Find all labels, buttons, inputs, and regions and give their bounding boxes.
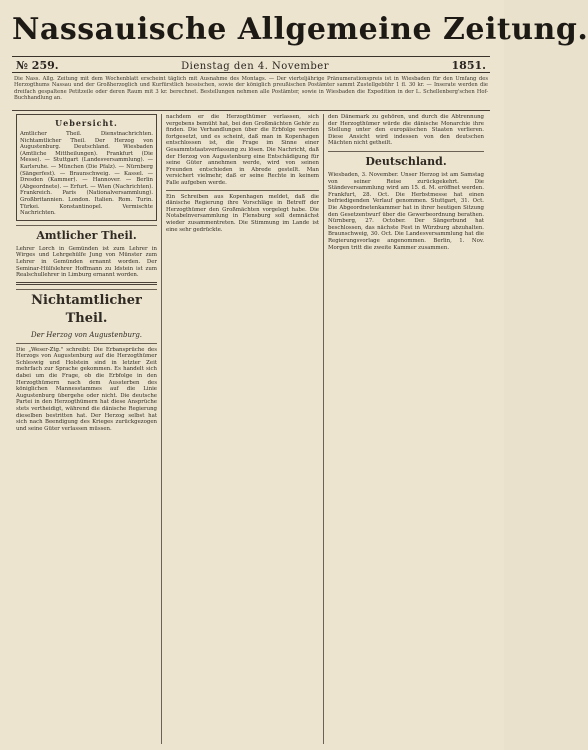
issue-year: 1851. bbox=[451, 59, 486, 72]
article-rule bbox=[16, 343, 157, 344]
dateline bbox=[12, 56, 490, 73]
subscription-notice: Die Nass. Allg. Zeitung mit dem Wochenblatt erscheint täglich mit Ausnahme des Montags. — Der vierteljährige Pränumerationspreis ist in Wiesbaden für den Umfang des Herzogthums Nassau und der Großherzoglich und Kurfürstlich hessischen, sowie der königlich preußischen Postämter sammt Zustellgebühr 1 fl. 30 kr. — Inserate werden die dreifach gespaltene Petitzeile oder deren Raum mit 3 kr. berechnet. Bestellungen nehmen alle Postämter, sowie in Wiesbaden die Expedition in der L. Schellenberg'schen Hof-Buchhandlung an. bbox=[12, 73, 490, 111]
toc-box bbox=[16, 114, 157, 221]
unofficial-section-title: Nichtamtlicher Theil. bbox=[16, 289, 157, 328]
column-2-section-body: Ein Schreiben aus Kopenhagen meldet, daß die dänische Regierung ihre Vorschläge in Betreff der Herzogthümer den Großmächten vorgelegt habe. Die Notabelnversammlung in Flensburg soll demnächst wieder zusammentreten. Die Stimmung im Lande ist eine sehr gedrückte. bbox=[166, 193, 319, 233]
columns bbox=[12, 114, 490, 744]
column-3 bbox=[324, 114, 488, 744]
article-heading: Der Herzog von Augustenburg. bbox=[30, 330, 143, 339]
column-2-body: nachdem er die Herzogthümer verlassen, sich vergebens bemüht hat, bei den Großmächten Gehör zu finden. Die Verhandlungen über die Erbfolge werden fortgesetzt, und es scheint, daß man in Kopenhagen entschlossen ist, die Frage im Sinne einer Gesammtstaatsverfassung zu lösen. Die Nachricht, daß der Herzog von Augustenburg eine Entschädigung für seine Güter annehmen werde, wird von seinen Freunden entschieden in Abrede gestellt. Man versichert vielmehr, daß er seine Rechte in keinem Falle aufgeben werde. bbox=[166, 114, 319, 186]
column-2-rule bbox=[166, 190, 319, 191]
toc-title: Uebersicht. bbox=[55, 118, 118, 128]
column-3-top: den Dänemark zu gehören, und durch die Abtrennung der Herzogthümer würde die dänische Monarchie ihre Stellung unter den europäischen Staaten verlieren. Diese Ansicht wird indessen von den deutschen Mächten nicht getheilt. bbox=[328, 114, 484, 147]
germany-section-body: Wiesbaden, 3. November. Unser Herzog ist am Samstag von seiner Reise zurückgekehrt. Die Ständeversammlung wird am 15. d. M. eröffnet werden. Frankfurt, 28. Oct. Die Herbstmesse hat einen befriedigenden Verlauf genommen. Stuttgart, 31. Oct. Die Abgeordnetenkammer hat in ihrer heutigen Sitzung den Gesetzentwurf über die Gewerbeordnung berathen. Nürnberg, 27. October. Der Sängerbund hat beschlossen, das nächste Fest in Würzburg abzuhalten. Braunschweig, 30. Oct. Die Landesversammlung hat die Regierungsvorlage angenommen. Berlin, 1. Nov. Morgen tritt die zweite Kammer zusammen. bbox=[328, 171, 484, 251]
column-1 bbox=[12, 114, 162, 744]
issue-date: Dienstag den 4. November bbox=[181, 61, 329, 72]
masthead-title: Nassauische Allgemeine Zeitung. bbox=[12, 12, 588, 47]
official-section-body: Lehrer Lorch in Gemünden ist zum Lehrer in Wirges und Lehrgehülfe Jung von Münster zum Lehrer in Gemünden ernannt worden. Der Seminar-Hülfslehrer Hoffmann zu Idstein ist zum Realschullehrer in Limburg ernannt worden. bbox=[16, 245, 157, 279]
toc-body: Amtlicher Theil. Dienstnachrichten. Nichtamtlicher Theil. Der Herzog von Augustenburg. Deutschland. Wiesbaden (Amtliche Mittheilungen). Frankfurt (Die Messe). — Stuttgart (Landesversammlung). — Karlsruhe. — München (Die Pfalz). — Nürnberg (Sängerfest). — Braunschweig. — Kassel. — Dresden (Kammer). — Hannover. — Berlin (Abgeordnete). — Erfurt. — Wien (Nachrichten). Frankreich. Paris (Nationalversammlung). Großbritannien. London. Italien. Rom. Turin. Türkei. Konstantinopel. Vermischte Nachrichten. bbox=[20, 131, 153, 217]
official-section-title: Amtlicher Theil. bbox=[16, 225, 157, 244]
article-body: Die „Weser-Ztg." schreibt: Die Erbansprüche des Herzogs von Augustenburg auf die Herzogthümer Schleswig und Holstein sind in letzter Zeit mehrfach zur Sprache gekommen. Es handelt sich dabei um die Frage, ob die Erbfolge in den Herzogthümern nach dem Aussterben des königlichen Mannesstammes auf die Linie Augustenburg übergehe oder nicht. Die deutsche Partei in den Herzogthümern hat diese Ansprüche stets vertheidigt, während die dänische Regierung dieselben bestritten hat. Der Herzog selbst hat sich nach Beendigung des Krieges zurückgezogen und seine Güter verlassen müssen. bbox=[16, 346, 157, 432]
germany-section-title: Deutschland. bbox=[328, 151, 484, 170]
section-divider bbox=[16, 282, 157, 285]
issue-number: № 259. bbox=[16, 59, 59, 72]
column-2 bbox=[162, 114, 324, 744]
